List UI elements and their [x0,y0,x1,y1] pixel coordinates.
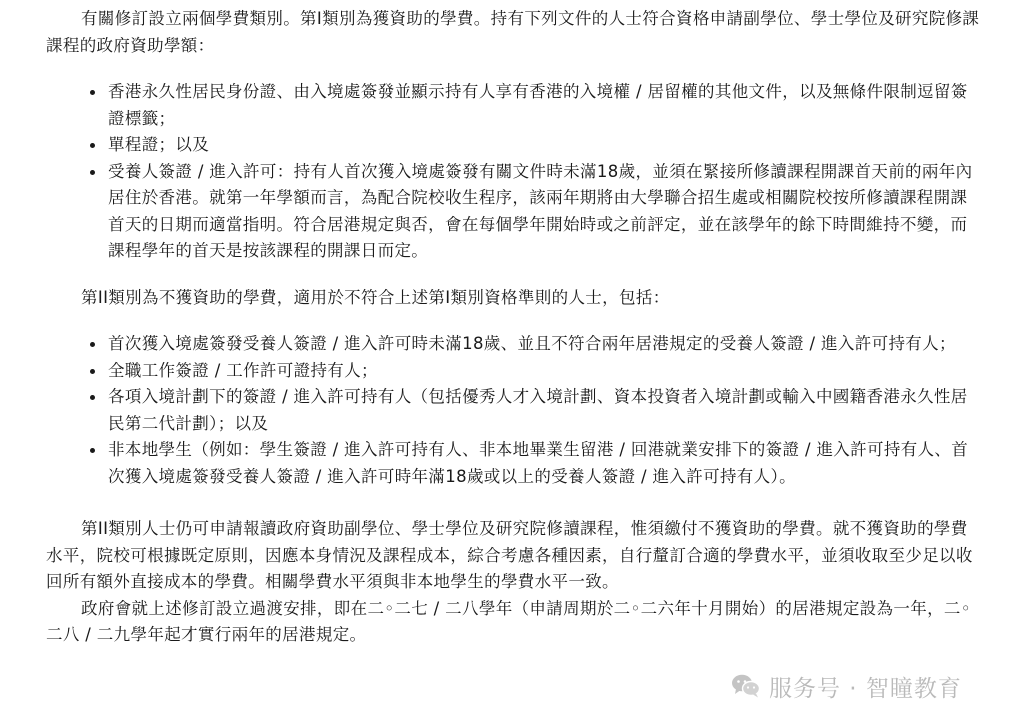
paragraph-category-one: 有關修訂設立兩個學費類別。第I類別為獲資助的學費。持有下列文件的人士符合資格申請副學位、學士學位及研究院修課課程的政府資助學額： [46,9,980,55]
list-item: 受養人簽證 / 進入許可：持有人首次獲入境處簽發有關文件時未滿18歲，並須在緊接所修讀課程開課首天前的兩年內居住於香港。就第一年學額而言，為配合院校收生程序，該兩年期將由大學聯合招生處或相關院校按所修讀課程開課首天的日期而適當指明。符合居港規定與否，會在每個學年開始時或之前評定，並在該學年的餘下時間維持不變，而課程學年的首天是按該課程的開課日而定。 [46,159,981,265]
bullet-dot [90,448,95,453]
list-item: 單程證；以及 [46,132,981,159]
watermark [731,666,962,706]
wechat-icon [731,673,761,699]
eligible-documents-list [46,79,981,265]
paragraph-transition: 政府會就上述修訂設立過渡安排，即在二◦二七 / 二八學年（申請周期於二◦二六年十月開始）的居港規定設為一年，二◦二八 / 二九學年起才實行兩年的居港規定。 [46,598,971,644]
bullet-dot [90,369,95,374]
list-item: 各項入境計劃下的簽證 / 進入許可持有人（包括優秀人才入境計劃、資本投資者入境計劃或輸入中國籍香港永久性居民第二代計劃）；以及 [46,384,981,437]
paragraph-category-two: 第II類別為不獲資助的學費，適用於不符合上述第I類別資格準則的人士，包括： [81,287,670,307]
bullet-dot [90,90,95,95]
bullet-dot [90,342,95,347]
bullet-dot [90,143,95,148]
watermark-text: 服务号 · 智瞳教育 [769,675,962,702]
non-eligible-list [46,331,981,490]
list-item: 首次獲入境處簽發受養人簽證 / 進入許可時未滿18歲、並且不符合兩年居港規定的受養人簽證 / 進入許可持有人； [46,331,981,358]
list-item: 全職工作簽證 / 工作許可證持有人； [46,358,981,385]
paragraph-unsubsidised-fees: 第II類別人士仍可申請報讀政府資助副學位、學士學位及研究院修讀課程，惟須繳付不獲資助的學費。就不獲資助的學費水平，院校可根據既定原則，因應本身情況及課程成本，綜合考慮各種因素，自行釐訂合適的學費水平，並須收取至少足以收回所有額外直接成本的學費。相關學費水平須與非本地學生的學費水平一致。 [46,519,973,591]
document-body [46,6,981,649]
bullet-dot [90,395,95,400]
list-item: 非本地學生（例如：學生簽證 / 進入許可持有人、非本地畢業生留港 / 回港就業安排下的簽證 / 進入許可持有人、首次獲入境處簽發受養人簽證 / 進入許可時年滿18歲或以上的受養人簽證 / 進入許可持有人）。 [46,437,981,490]
bullet-dot [90,170,95,175]
list-item: 香港永久性居民身份證、由入境處簽發並顯示持有人享有香港的入境權 / 居留權的其他文件，以及無條件限制逗留簽證標籤； [46,79,981,132]
